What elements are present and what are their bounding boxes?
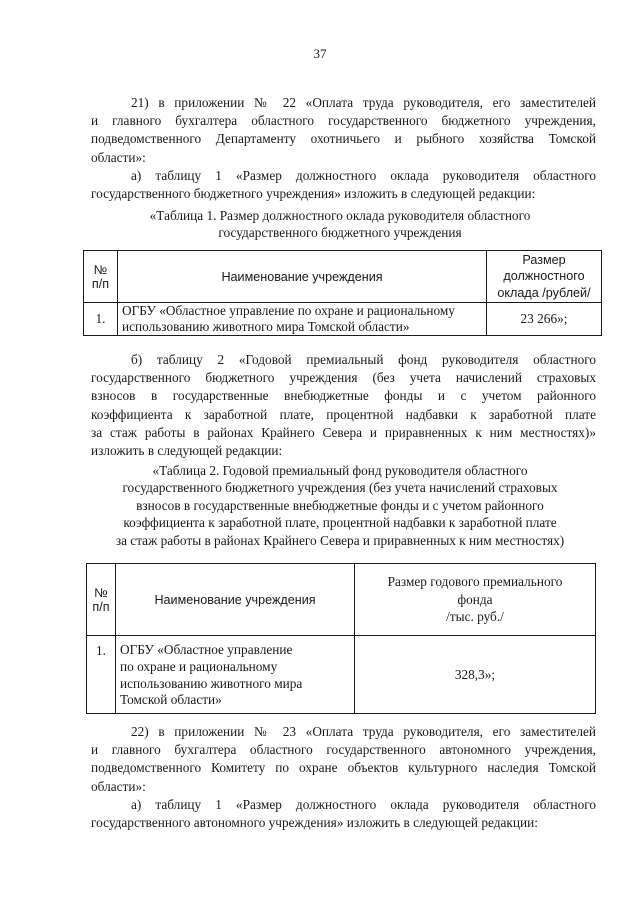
text-line: коэффициента к заработной плате, процентной надбавки к заработной плате: [91, 406, 596, 422]
item-21a-paragraph: [91, 167, 596, 203]
header-size-line: Размер: [522, 252, 566, 267]
text-line: подведомственного Департаменту охотничьего и рыбного хозяйства Томской: [91, 131, 596, 147]
text-line: государственного автономного учреждения» изложить в следующей редакции:: [91, 815, 538, 831]
page-number: 37: [313, 46, 327, 61]
header-size-line: оклада /рублей/: [497, 285, 591, 300]
cell-value: 328,3»;: [355, 636, 596, 714]
item-22-paragraph: [91, 723, 596, 796]
table-1: [83, 250, 602, 336]
text-line: изложить в следующей редакции:: [91, 443, 283, 459]
header-num: [87, 564, 116, 636]
item-21-paragraph: [91, 94, 596, 167]
table-1-caption: [60, 207, 620, 242]
cell-name-line: Томской области»: [120, 692, 222, 708]
header-size-line: /тыс. руб./: [446, 609, 504, 625]
caption-line: коэффициента к заработной плате, процентной надбавки к заработной плате: [123, 515, 557, 531]
header-size-line: должностного: [503, 269, 585, 284]
item-21b-paragraph: [91, 351, 596, 460]
cell-name-line: по охране и рациональному: [120, 658, 278, 674]
text-line: взносов в государственные внебюджетные фонды и с учетом районного: [91, 388, 596, 404]
caption-line: «Таблица 2. Годовой премиальный фонд руководителя областного: [152, 463, 528, 478]
text-line: 22) в приложении № 23 «Оплата труда руководителя, его заместителей: [131, 724, 596, 739]
text-line: области»:: [91, 778, 146, 794]
text-line: б) таблицу 2 «Годовой премиальный фонд руководителя областного: [131, 352, 596, 367]
text-line: 21) в приложении № 22 «Оплата труда руководителя, его заместителей: [131, 95, 596, 110]
text-line: а) таблицу 1 «Размер должностного оклада руководителя областного: [131, 168, 596, 183]
text-line: и главного бухгалтера областного государственного бюджетного учреждения,: [91, 113, 596, 129]
header-size-line: фонда: [457, 591, 493, 607]
cell-name: [116, 636, 355, 714]
cell-name-line: ОГБУ «Областное управление по охране и рациональному: [122, 303, 455, 318]
header-num: [84, 251, 118, 303]
cell-name: [118, 303, 487, 336]
table-2-caption: [60, 462, 620, 549]
header-size: [487, 251, 602, 303]
header-name: Наименование учреждения: [118, 251, 487, 303]
table-header-row: [87, 564, 596, 636]
caption-line: за стаж работы в районах Крайнего Севера и приравненных к ним местностях): [115, 532, 565, 548]
table-row: [87, 636, 596, 714]
cell-name-line: использованию животного мира Томской области»: [122, 319, 410, 334]
text-line: а) таблицу 1 «Размер должностного оклада руководителя областного: [131, 797, 596, 812]
cell-num: 1.: [84, 303, 118, 336]
header-size: [355, 564, 596, 636]
caption-line: взносов в государственные внебюджетные фонды и с учетом районного: [136, 497, 544, 513]
text-line: подведомственного Комитету по охране объектов культурного наследия Томской: [91, 760, 596, 776]
header-size-line: Размер годового премиального: [387, 574, 563, 590]
cell-value: 23 266»;: [487, 303, 602, 336]
text-line: государственного бюджетного учреждения (без учета начислений страховых: [91, 370, 596, 386]
header-num-line: №: [94, 585, 108, 600]
header-name: Наименование учреждения: [116, 564, 355, 636]
text-line: за стаж работы в районах Крайнего Севера и приравненных к ним местностях)»: [91, 424, 596, 440]
header-num-line: п/п: [92, 599, 110, 614]
header-num-line: №: [93, 262, 108, 277]
text-line: государственного бюджетного учреждения» изложить в следующей редакции:: [91, 186, 536, 202]
caption-line: государственного бюджетного учреждения: [218, 225, 462, 241]
header-num-line: п/п: [91, 276, 110, 291]
caption-line: государственного бюджетного учреждения (без учета начислений страховых: [122, 480, 558, 496]
table-header-row: [84, 251, 602, 303]
text-line: области»:: [91, 149, 146, 165]
table-row: [84, 303, 602, 336]
item-22a-paragraph: [91, 796, 596, 832]
table-2: [86, 563, 596, 714]
cell-num: 1.: [87, 636, 116, 714]
caption-line: «Таблица 1. Размер должностного оклада руководителя областного: [149, 208, 531, 223]
cell-name-line: ОГБУ «Областное управление: [120, 642, 293, 657]
cell-name-line: использованию животного мира: [120, 675, 303, 691]
text-line: и главного бухгалтера областного государственного автономного учреждения,: [91, 742, 596, 758]
